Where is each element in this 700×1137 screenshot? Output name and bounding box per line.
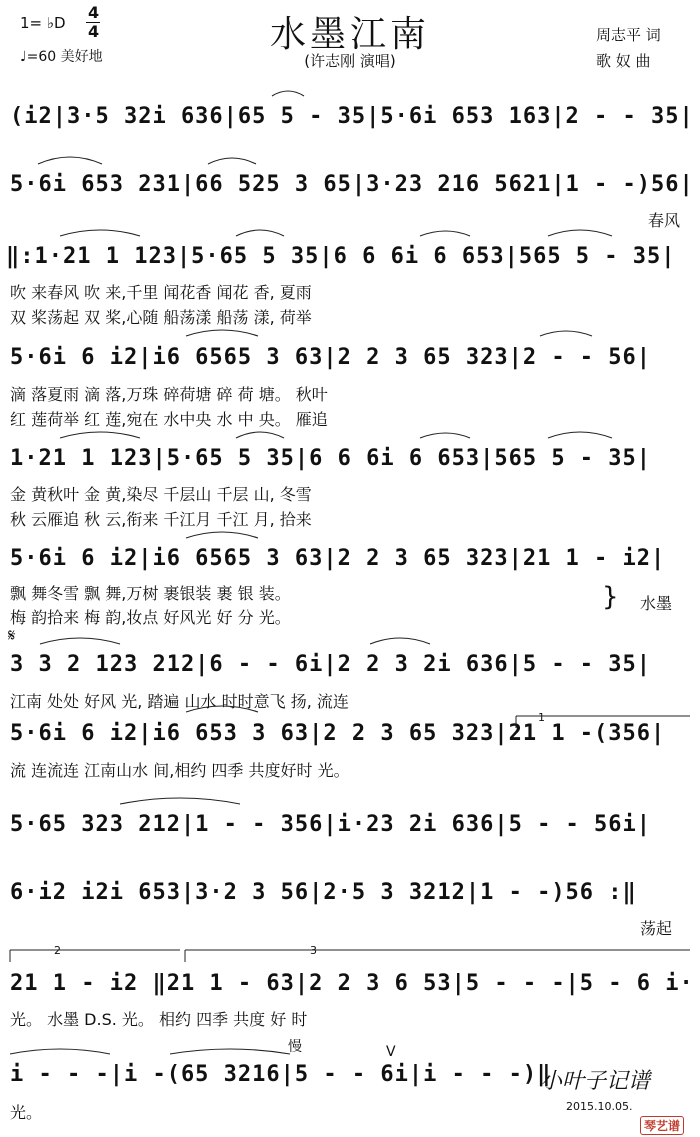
segno-sign: 𝄋 xyxy=(8,626,16,646)
lyric-line-3b: 双 桨荡起 双 桨,心随 船荡漾 船荡 漾, 荷举 xyxy=(10,308,312,327)
slur xyxy=(38,157,102,164)
lyric-line-7: 江南 处处 好风 光, 踏遍 山水 时时意飞 扬, 流连 xyxy=(10,692,349,711)
slur xyxy=(120,798,240,804)
slur xyxy=(548,230,612,236)
staff-line-4: 5·6i 6 i2|i6 6565 3 63|2 2 3 65 323|2 - - 56| xyxy=(10,345,652,370)
staff-line-12: i - - -|i -(65 3216|5 - - 6i|i - - -)‖ xyxy=(10,1062,552,1087)
lyricist: 周志平 词 xyxy=(596,26,661,44)
slur xyxy=(60,230,140,236)
slur xyxy=(420,231,470,236)
slur xyxy=(186,330,258,336)
tempo-marking: ♩=60 美好地 xyxy=(20,49,103,65)
lyric-line-2: 春风 xyxy=(648,211,681,230)
lyric-line-4b: 红 莲荷举 红 莲,宛在 水中央 水 中 央。 雁追 xyxy=(10,410,328,429)
lyric-line-10: 荡起 xyxy=(640,919,673,938)
staff-line-7: 3 3 2 123 212|6 - - 6i|2 2 3 2i 636|5 - - 35| xyxy=(10,652,652,677)
slur xyxy=(186,532,258,538)
time-signature-bottom: 4 xyxy=(88,22,100,41)
slur xyxy=(10,1049,110,1054)
staff-line-6: 5·6i 6 i2|i6 6565 3 63|2 2 3 65 323|21 1 - i2| xyxy=(10,546,666,571)
slur xyxy=(420,433,470,438)
site-logo: 琴艺谱 xyxy=(640,1116,684,1135)
slur xyxy=(272,91,304,96)
slur xyxy=(236,432,284,438)
slur xyxy=(40,638,120,644)
tempo-slow-mark: 慢 xyxy=(288,1039,302,1055)
staff-line-2: 5·6i 653 231|66 525 3 65|3·23 216 5621|1 - -)56| xyxy=(10,172,694,197)
lyric-line-6b: 梅 韵拾来 梅 韵,妆点 好风光 好 分 光。 xyxy=(10,608,291,627)
volta-2-label: 2 xyxy=(54,944,61,957)
staff-line-9: 5·65 323 212|1 - - 356|i·23 2i 636|5 - - 56i| xyxy=(10,812,652,837)
lyric-line-8: 流 连流连 江南山水 间,相约 四季 共度好时 光。 xyxy=(10,761,350,780)
time-signature-top: 4 xyxy=(88,3,100,22)
lyric-line-5b: 秋 云雁追 秋 云,衔来 千江月 千江 月, 拾来 xyxy=(10,510,312,529)
volta-1-label: 1 xyxy=(538,711,545,724)
verse-brace: } xyxy=(602,582,619,612)
lyric-line-4a: 滴 落夏雨 滴 落,万珠 碎荷塘 碎 荷 塘。 秋叶 xyxy=(10,385,328,404)
key-signature: 1= ♭D xyxy=(20,14,66,32)
staff-line-3: ‖:1·21 1 123|5·65 5 35|6 6 6i 6 653|565 5 - 35| xyxy=(6,244,676,269)
slur xyxy=(170,1049,290,1054)
staff-line-11: 21 1 - i2 ‖21 1 - 63|2 2 3 6 53|5 - - -|5 - 6 i· xyxy=(10,971,694,996)
staff-line-1: (i2|3·5 32i 636|65 5 - 35|5·6i 653 163|2 - - 35| xyxy=(10,104,694,129)
slur xyxy=(370,638,430,644)
volta-3-label: 3 xyxy=(310,944,317,957)
slur xyxy=(60,432,140,438)
lyric-line-3a: 吹 来春风 吹 来,千里 闻花香 闻花 香, 夏雨 xyxy=(10,283,312,302)
staff-line-8: 5·6i 6 i2|i6 653 3 63|2 2 3 65 323|21 1 -(356| xyxy=(10,721,666,746)
slur xyxy=(548,432,612,438)
breath-mark: V xyxy=(386,1044,396,1060)
staff-line-10: 6·i2 i2i 653|3·2 3 56|2·5 3 3212|1 - -)56 :‖ xyxy=(10,880,637,905)
composer: 歌 奴 曲 xyxy=(596,52,651,70)
slur xyxy=(236,230,284,236)
lyric-line-6a: 飘 舞冬雪 飘 舞,万树 裹银装 裹 银 装。 xyxy=(10,584,291,603)
transcriber-signature: 小叶子记谱 xyxy=(540,1069,651,1094)
staff-line-5: 1·21 1 123|5·65 5 35|6 6 6i 6 653|565 5 - 35| xyxy=(10,446,652,471)
lyric-line-11: 光。 水墨 D.S. 光。 相约 四季 共度 好 时 xyxy=(10,1010,308,1029)
slur xyxy=(208,158,256,164)
lyric-line-12: 光。 xyxy=(10,1103,43,1122)
song-title: 水墨江南 xyxy=(269,14,430,55)
lyric-line-5a: 金 黄秋叶 金 黄,染尽 千层山 千层 山, 冬雪 xyxy=(10,485,312,504)
transcription-date: 2015.10.05. xyxy=(566,1100,633,1113)
song-subtitle: (许志刚 演唱) xyxy=(304,52,396,70)
side-lyric: 水墨 xyxy=(640,594,673,613)
slur xyxy=(540,331,592,336)
